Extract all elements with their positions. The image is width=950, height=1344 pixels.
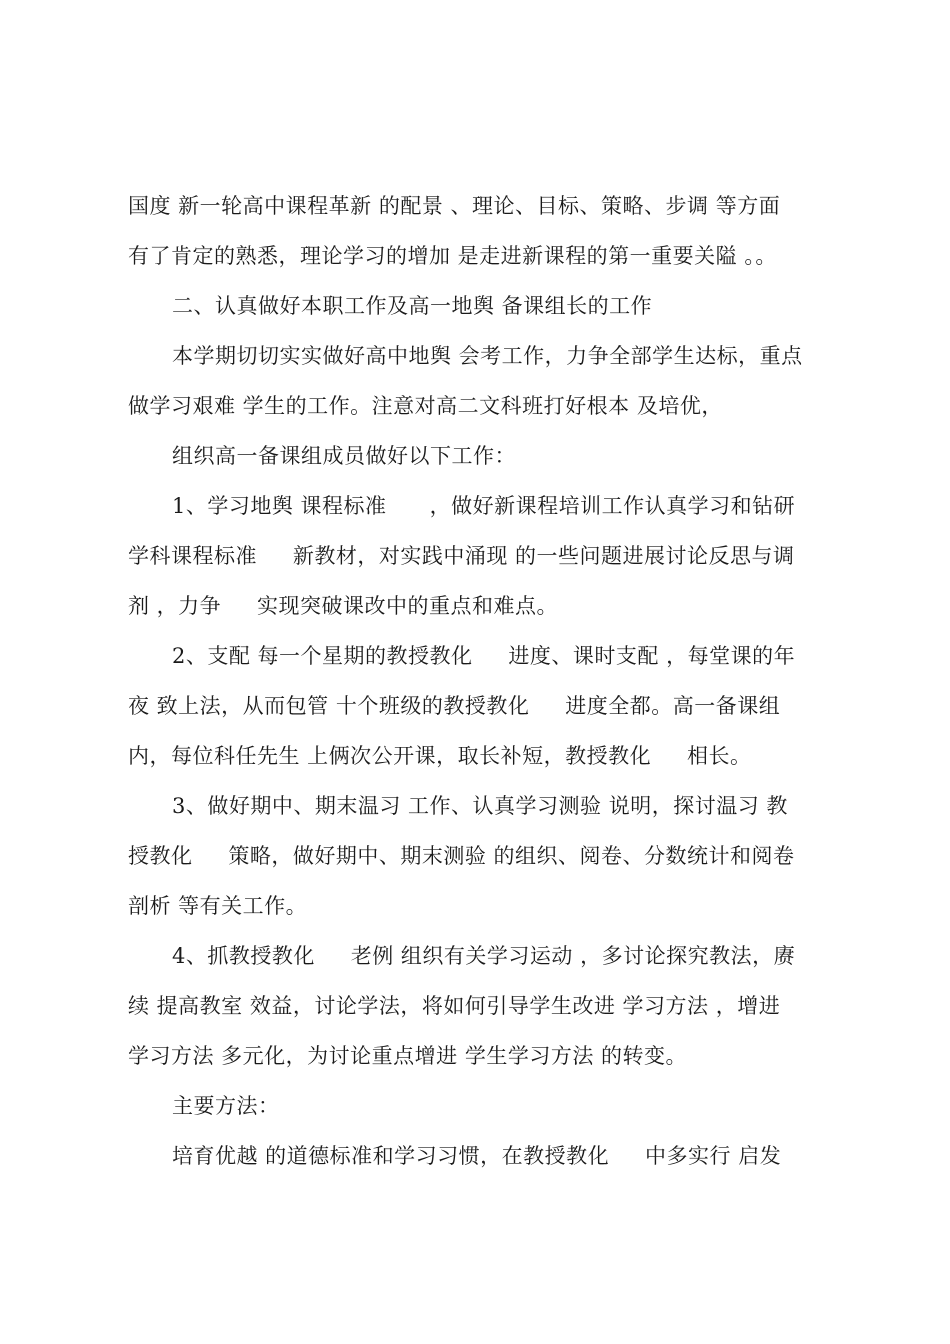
text-line: 内，每位科任先生 上俩次公开课，取长补短，教授教化 相长。 xyxy=(128,744,752,768)
list-item-1: 1、学习地舆 课程标准 ，做好新课程培训工作认真学习和钻研 xyxy=(172,494,796,518)
text-line: 本学期切切实实做好高中地舆 会考工作，力争全部学生达标，重点 xyxy=(172,344,803,368)
text-line: 续 提高教室 效益，讨论学法，将如何引导学生改进 学习方法 ，增进 xyxy=(128,994,781,1018)
list-item-2: 2、支配 每一个星期的教授教化 进度、课时支配 ，每堂课的年 xyxy=(172,644,796,668)
text-line: 有了肯定的熟悉，理论学习的增加 是走进新课程的第一重要关隘 。。 xyxy=(128,244,777,268)
text-line: 培育优越 的道德标准和学习习惯，在教授教化 中多实行 启发 xyxy=(172,1144,782,1168)
text-line: 剖析 等有关工作。 xyxy=(128,894,308,918)
text-line: 国度 新一轮高中课程革新 的配景 、理论、目标、策略、步调 等方面 xyxy=(128,194,781,218)
text-line: 夜 致上法，从而包管 十个班级的教授教化 进度全都。高一备课组 xyxy=(128,694,781,718)
list-item-3: 3、做好期中、期末温习 工作、认真学习测验 说明，探讨温习 教 xyxy=(172,794,788,818)
text-line: 学习方法 多元化，为讨论重点增进 学生学习方法 的转变。 xyxy=(128,1044,688,1068)
text-line: 组织高一备课组成员做好以下工作： xyxy=(172,444,516,468)
text-line: 授教化 策略，做好期中、期末测验 的组织、阅卷、分数统计和阅卷 xyxy=(128,844,795,868)
section-heading: 主要方法： xyxy=(172,1094,280,1118)
text-line: 做学习艰难 学生的工作。注意对高二文科班打好根本 及培优， xyxy=(128,394,723,418)
list-item-4: 4、抓教授教化 老例 组织有关学习运动 ，多讨论探究教法，赓 xyxy=(172,944,796,968)
section-heading: 二、认真做好本职工作及高一地舆 备课组长的工作 xyxy=(172,294,653,318)
text-line: 剂 ，力争 实现突破课改中的重点和难点。 xyxy=(128,594,559,618)
text-line: 学科课程标准 新教材，对实践中涌现 的一些问题进展讨论反思与调 xyxy=(128,544,795,568)
